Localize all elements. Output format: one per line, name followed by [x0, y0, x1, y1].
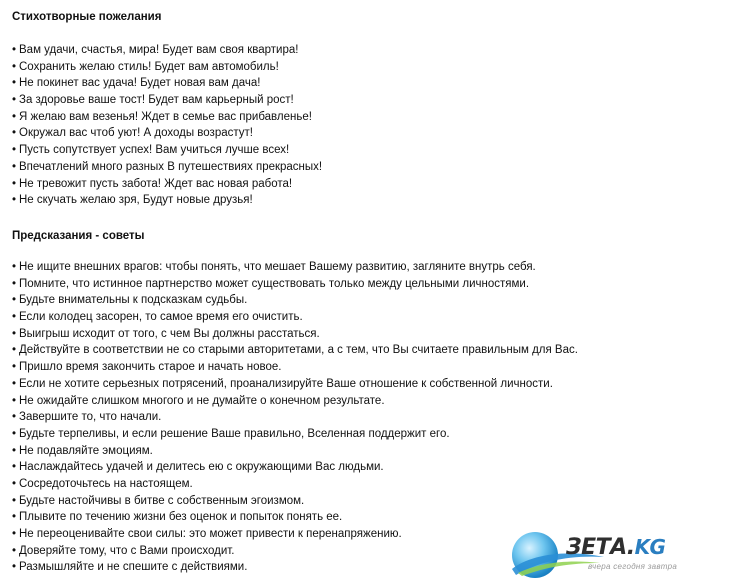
bullet-marker: • [12, 44, 17, 56]
list-item [12, 476, 578, 493]
list-item-text: За здоровье ваше тост! Будет вам карьерный рост! [19, 94, 294, 107]
bullet-marker: • [12, 477, 17, 490]
zeta-kg-watermark [510, 527, 728, 581]
list-item [12, 142, 322, 159]
list-item [12, 125, 322, 142]
list-item-text: Размышляйте и не спешите с действиями. [19, 561, 248, 574]
list-item-text: Будьте внимательны к подсказкам судьбы. [19, 294, 248, 307]
list-item [12, 509, 578, 526]
list-item [12, 192, 322, 209]
poem-wishes-list [12, 42, 322, 209]
list-item-text: Не ищите внешних врагов: чтобы понять, что мешает Вашему развитию, загляните внутрь себя. [19, 261, 536, 273]
list-item [12, 75, 322, 92]
zeta-logo [566, 535, 665, 560]
list-item-text: Действуйте в соответствии не со старыми авторитетами, а с тем, что Вы считаете правильным для Вас. [19, 344, 578, 357]
bullet-marker: • [12, 561, 17, 574]
list-item [12, 526, 578, 543]
bullet-marker: • [12, 110, 17, 123]
bullet-marker: • [12, 294, 17, 307]
list-item [12, 59, 322, 76]
bullet-marker: • [12, 94, 17, 107]
bullet-marker: • [12, 511, 17, 524]
list-item [12, 459, 578, 476]
bullet-marker: • [12, 461, 17, 474]
list-item [12, 159, 322, 176]
bullet-marker: • [12, 544, 17, 557]
list-item-text: Не покинет вас удача! Будет новая вам дача! [19, 77, 261, 90]
bullet-marker: • [12, 327, 17, 340]
bullet-marker: • [12, 411, 17, 424]
list-item-text: Будьте терпеливы, и если решение Ваше правильно, Вселенная поддержит его. [19, 427, 450, 440]
bullet-marker: • [12, 77, 17, 90]
list-item-text: Вам удачи, счастья, мира! Будет вам своя квартира! [19, 44, 299, 56]
list-item-text: Выигрыш исходит от того, с чем Вы должны расстаться. [19, 327, 320, 340]
list-item-text: Доверяйте тому, что с Вами происходит. [19, 544, 235, 557]
list-item [12, 342, 578, 359]
list-item-text: Не скучать желаю зря, Будут новые друзья! [19, 194, 253, 207]
predictions-list [12, 259, 578, 576]
list-item [12, 92, 322, 109]
list-item [12, 176, 322, 193]
logo-tagline: вчера сегодня завтра [588, 562, 678, 571]
list-item-text: Пусть сопутствует успех! Вам учиться лучше всех! [19, 144, 290, 157]
logo-ext-text: KG [634, 535, 666, 559]
list-item [12, 409, 578, 426]
list-item [12, 376, 578, 393]
list-item-text: Если не хотите серьезных потрясений, проанализируйте Ваше отношение к собственной личности. [19, 377, 553, 390]
list-item-text: Не подавляйте эмоциям. [19, 444, 153, 457]
list-item-text: Не ожидайте слишком многого и не думайте о конечном результате. [19, 394, 385, 407]
bullet-marker: • [12, 194, 17, 207]
list-item-text: Наслаждайтесь удачей и делитесь ею с окружающими Вас людьми. [19, 461, 384, 474]
list-item [12, 559, 578, 576]
bullet-marker: • [12, 177, 17, 190]
list-item [12, 109, 322, 126]
list-item [12, 326, 578, 343]
list-item [12, 276, 578, 293]
bullet-marker: • [12, 344, 17, 357]
list-item [12, 543, 578, 560]
list-item-text: Впечатлений много разных В путешествиях прекрасных! [19, 160, 323, 173]
list-item [12, 42, 322, 59]
list-item-text: Плывите по течению жизни без оценок и попыток понять ее. [19, 511, 343, 524]
bullet-marker: • [12, 528, 17, 540]
bullet-marker: • [12, 160, 17, 173]
bullet-marker: • [12, 277, 17, 290]
section-heading-poems: Стихотворные пожелания [12, 11, 162, 23]
list-item-text: Сосредоточьтесь на настоящем. [19, 477, 193, 490]
list-item-text: Помните, что истинное партнерство может существовать только между цельными личностями. [19, 277, 530, 290]
list-item [12, 493, 578, 510]
bullet-marker: • [12, 311, 17, 324]
list-item [12, 359, 578, 376]
list-item-text: Не переоценивайте свои силы: это может привести к перенапряжению. [19, 528, 402, 540]
bullet-marker: • [12, 361, 17, 374]
list-item-text: Я желаю вам везенья! Ждет в семье вас прибавленье! [19, 110, 312, 123]
bullet-marker: • [12, 261, 17, 273]
bullet-marker: • [12, 377, 17, 390]
logo-main-text: ЗЕТА. [566, 535, 635, 560]
list-item-text: Если колодец засорен, то самое время его очистить. [19, 311, 303, 324]
list-item-text: Не тревожит пусть забота! Ждет вас новая работа! [19, 177, 293, 190]
bullet-marker: • [12, 127, 17, 140]
bullet-marker: • [12, 494, 17, 507]
list-item [12, 292, 578, 309]
list-item-text: Окружал вас чтоб уют! А доходы возрастут! [19, 127, 253, 140]
bullet-marker: • [12, 394, 17, 407]
list-item [12, 309, 578, 326]
list-item [12, 443, 578, 460]
list-item-text: Пришло время закончить старое и начать новое. [19, 361, 282, 374]
list-item-text: Будьте настойчивы в битве с собственным эгоизмом. [19, 494, 305, 507]
list-item-text: Завершите то, что начали. [19, 411, 162, 424]
document-page [12, 0, 732, 585]
bullet-marker: • [12, 427, 17, 440]
list-item [12, 259, 578, 276]
list-item [12, 426, 578, 443]
list-item-text: Сохранить желаю стиль! Будет вам автомобиль! [19, 60, 279, 73]
section-heading-predictions: Предсказания - советы [12, 230, 145, 242]
bullet-marker: • [12, 60, 17, 73]
list-item [12, 393, 578, 410]
bullet-marker: • [12, 144, 17, 157]
bullet-marker: • [12, 444, 17, 457]
